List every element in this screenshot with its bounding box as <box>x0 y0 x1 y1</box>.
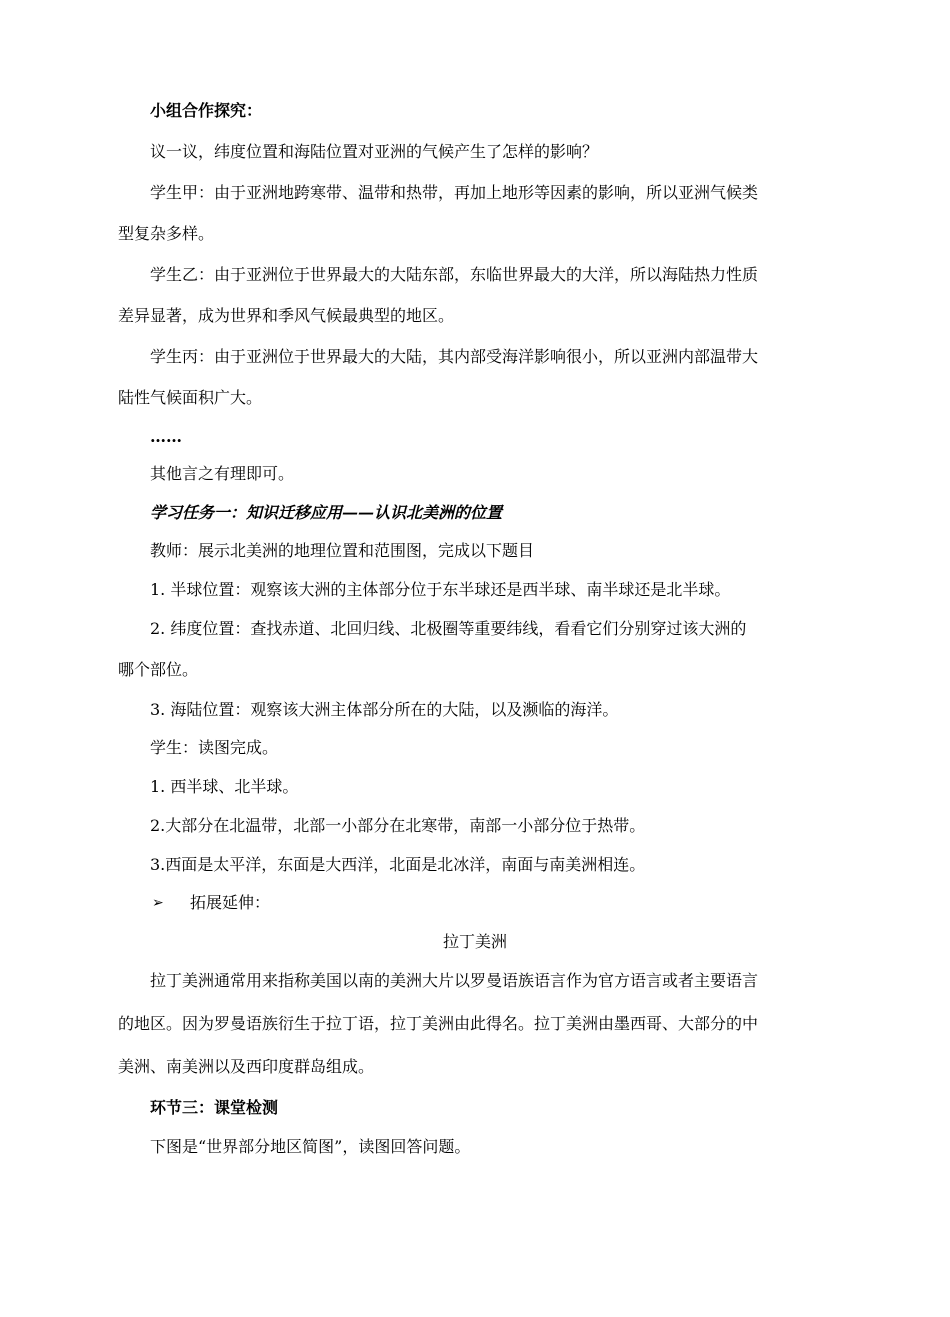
task-one-heading: 学习任务一：知识迁移应用——认识北美洲的位置 <box>150 503 503 522</box>
student-a-line1: 学生甲：由于亚洲地跨寒带、温带和热带，再加上地形等因素的影响，所以亚洲气候类 <box>150 183 759 202</box>
student-answer-1: 1. 西半球、北半球。 <box>150 777 299 796</box>
teacher-question-2-line2: 哪个部位。 <box>118 660 199 679</box>
group-question: 议一议，纬度位置和海陆位置对亚洲的气候产生了怎样的影响？ <box>150 142 599 161</box>
extension-line2: 的地区。因为罗曼语族衍生于拉丁语，拉丁美洲由此得名。拉丁美洲由墨西哥、大部分的中 <box>118 1014 759 1033</box>
teacher-question-1: 1. 半球位置：观察该大洲的主体部分位于东半球还是西半球、南半球还是北半球。 <box>150 580 731 599</box>
teacher-question-2-line1: 2. 纬度位置：查找赤道、北回归线、北极圈等重要纬线，看看它们分别穿过该大洲的 <box>150 619 747 638</box>
extension-title: 拉丁美洲 <box>442 932 507 951</box>
teacher-question-3: 3. 海陆位置：观察该大洲主体部分所在的大陆，以及濒临的海洋。 <box>150 700 619 719</box>
student-c-line2: 陆性气候面积广大。 <box>118 388 263 407</box>
extension-line1: 拉丁美洲通常用来指称美国以南的美洲大片以罗曼语族语言作为官方语言或者主要语言 <box>150 971 759 990</box>
student-a-line2: 型复杂多样。 <box>118 224 215 243</box>
student-answer-2: 2.大部分在北温带，北部一小部分在北寒带，南部一小部分位于热带。 <box>150 816 646 835</box>
student-b-line2: 差异显著，成为世界和季风气候最典型的地区。 <box>118 306 455 325</box>
student-c-line1: 学生丙：由于亚洲位于世界最大的大陆，其内部受海洋影响很小，所以亚洲内部温带大 <box>150 347 759 366</box>
group-heading: 小组合作探究： <box>150 101 263 120</box>
arrow-bullet-icon: ➢ <box>152 895 164 911</box>
section-three-intro: 下图是“世界部分地区简图”，读图回答问题。 <box>150 1137 471 1156</box>
extension-label: 拓展延伸： <box>190 893 271 912</box>
ellipsis: …… <box>150 427 182 446</box>
student-answer-3: 3.西面是太平洋，东面是大西洋，北面是北冰洋，南面与南美洲相连。 <box>150 855 646 874</box>
teacher-intro: 教师：展示北美洲的地理位置和范围图，完成以下题目 <box>150 541 535 560</box>
extension-line3: 美洲、南美洲以及西印度群岛组成。 <box>118 1057 375 1076</box>
student-b-line1: 学生乙：由于亚洲位于世界最大的大陆东部，东临世界最大的大洋，所以海陆热力性质 <box>150 265 759 284</box>
other-answers: 其他言之有理即可。 <box>150 464 295 483</box>
student-intro: 学生：读图完成。 <box>150 738 279 757</box>
section-three-heading: 环节三：课堂检测 <box>150 1098 279 1117</box>
